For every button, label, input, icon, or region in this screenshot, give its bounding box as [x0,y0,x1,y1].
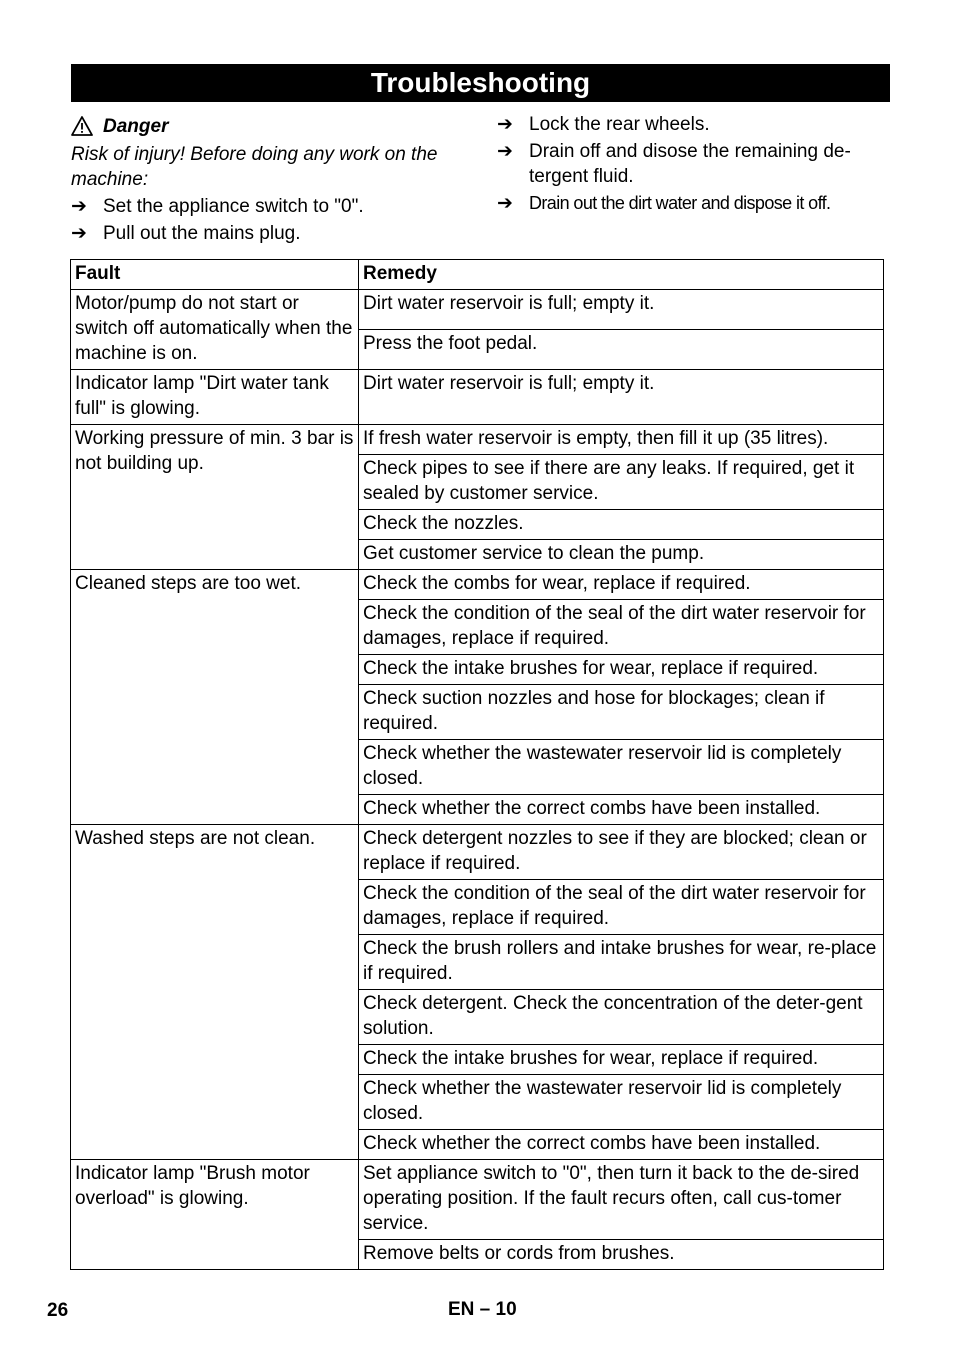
danger-step [71,221,471,246]
remedy-cell: If fresh water reservoir is empty, then fill it up (35 litres). [359,425,884,455]
remedy-cell: Check the condition of the seal of the dirt water reservoir for damages, replace if required. [359,600,884,655]
remedy-cell: Check the combs for wear, replace if required. [359,570,884,600]
danger-label: Danger [103,115,169,137]
remedy-cell: Check the intake brushes for wear, replace if required. [359,655,884,685]
fault-cell: Indicator lamp "Brush motor overload" is glowing. [71,1160,359,1270]
remedy-cell: Set appliance switch to "0", then turn it back to the de-sired operating position. If the fault recurs often, call cus-tomer service. [359,1160,884,1240]
table-row [71,370,884,425]
arrow-right-icon: ➔ [497,114,513,135]
arrow-right-icon: ➔ [497,141,513,162]
step-text: Lock the rear wheels. [529,114,710,135]
step-text: Drain out the dirt water and dispose it off. [529,193,831,213]
step-text: Set the appliance switch to "0". [103,196,364,217]
right-steps [497,110,890,216]
fault-cell: Washed steps are not clean. [71,825,359,1160]
remedy-cell: Check whether the wastewater reservoir lid is completely closed. [359,740,884,795]
step-text: Drain off and disose the remaining de-tergent fluid. [529,141,851,187]
header-fault: Fault [71,260,359,290]
table-row [71,425,884,455]
arrow-right-icon: ➔ [71,196,87,217]
table-row [71,290,884,330]
remedy-cell: Remove belts or cords from brushes. [359,1240,884,1270]
step-item [497,139,890,189]
remedy-cell: Get customer service to clean the pump. [359,540,884,570]
step-text: Pull out the mains plug. [103,223,301,244]
header-remedy: Remedy [359,260,884,290]
remedy-cell: Check whether the correct combs have been installed. [359,795,884,825]
table-row [71,1160,884,1240]
arrow-right-icon: ➔ [71,223,87,244]
danger-text: Risk of injury! Before doing any work on the machine: [71,144,438,190]
page-title: Troubleshooting [71,64,890,102]
danger-heading [71,113,471,139]
remedy-cell: Check the brush rollers and intake brushes for wear, re-place if required. [359,935,884,990]
fault-cell: Cleaned steps are too wet. [71,570,359,825]
remedy-cell: Press the foot pedal. [359,330,884,370]
remedy-cell: Check the condition of the seal of the dirt water reservoir for damages, replace if required. [359,880,884,935]
remedy-cell: Check pipes to see if there are any leaks. If required, get it sealed by customer service. [359,455,884,510]
remedy-cell: Check the intake brushes for wear, replace if required. [359,1045,884,1075]
danger-step [71,194,471,219]
troubleshooting-table [70,259,884,1270]
arrow-right-icon: ➔ [497,193,513,214]
fault-cell: Indicator lamp "Dirt water tank full" is glowing. [71,370,359,425]
page-number: 26 [47,1300,69,1321]
remedy-cell: Check detergent nozzles to see if they are blocked; clean or replace if required. [359,825,884,880]
step-item [497,112,890,137]
table-row [71,570,884,600]
table-row [71,825,884,880]
remedy-cell: Check detergent. Check the concentration of the deter-gent solution. [359,990,884,1045]
remedy-cell: Check the nozzles. [359,510,884,540]
remedy-cell: Check suction nozzles and hose for blockages; clean if required. [359,685,884,740]
remedy-cell: Check whether the wastewater reservoir lid is completely closed. [359,1075,884,1130]
table-header-row [71,260,884,290]
page-reference: EN – 10 [448,1299,517,1320]
remedy-cell: Dirt water reservoir is full; empty it. [359,290,884,330]
danger-section [71,113,471,246]
fault-cell: Working pressure of min. 3 bar is not building up. [71,425,359,570]
fault-cell: Motor/pump do not start or switch off automatically when the machine is on. [71,290,359,370]
warning-triangle-icon [71,116,93,136]
table-body [71,290,884,1270]
step-item [497,191,890,216]
remedy-cell: Check whether the correct combs have been installed. [359,1130,884,1160]
remedy-cell: Dirt water reservoir is full; empty it. [359,370,884,425]
